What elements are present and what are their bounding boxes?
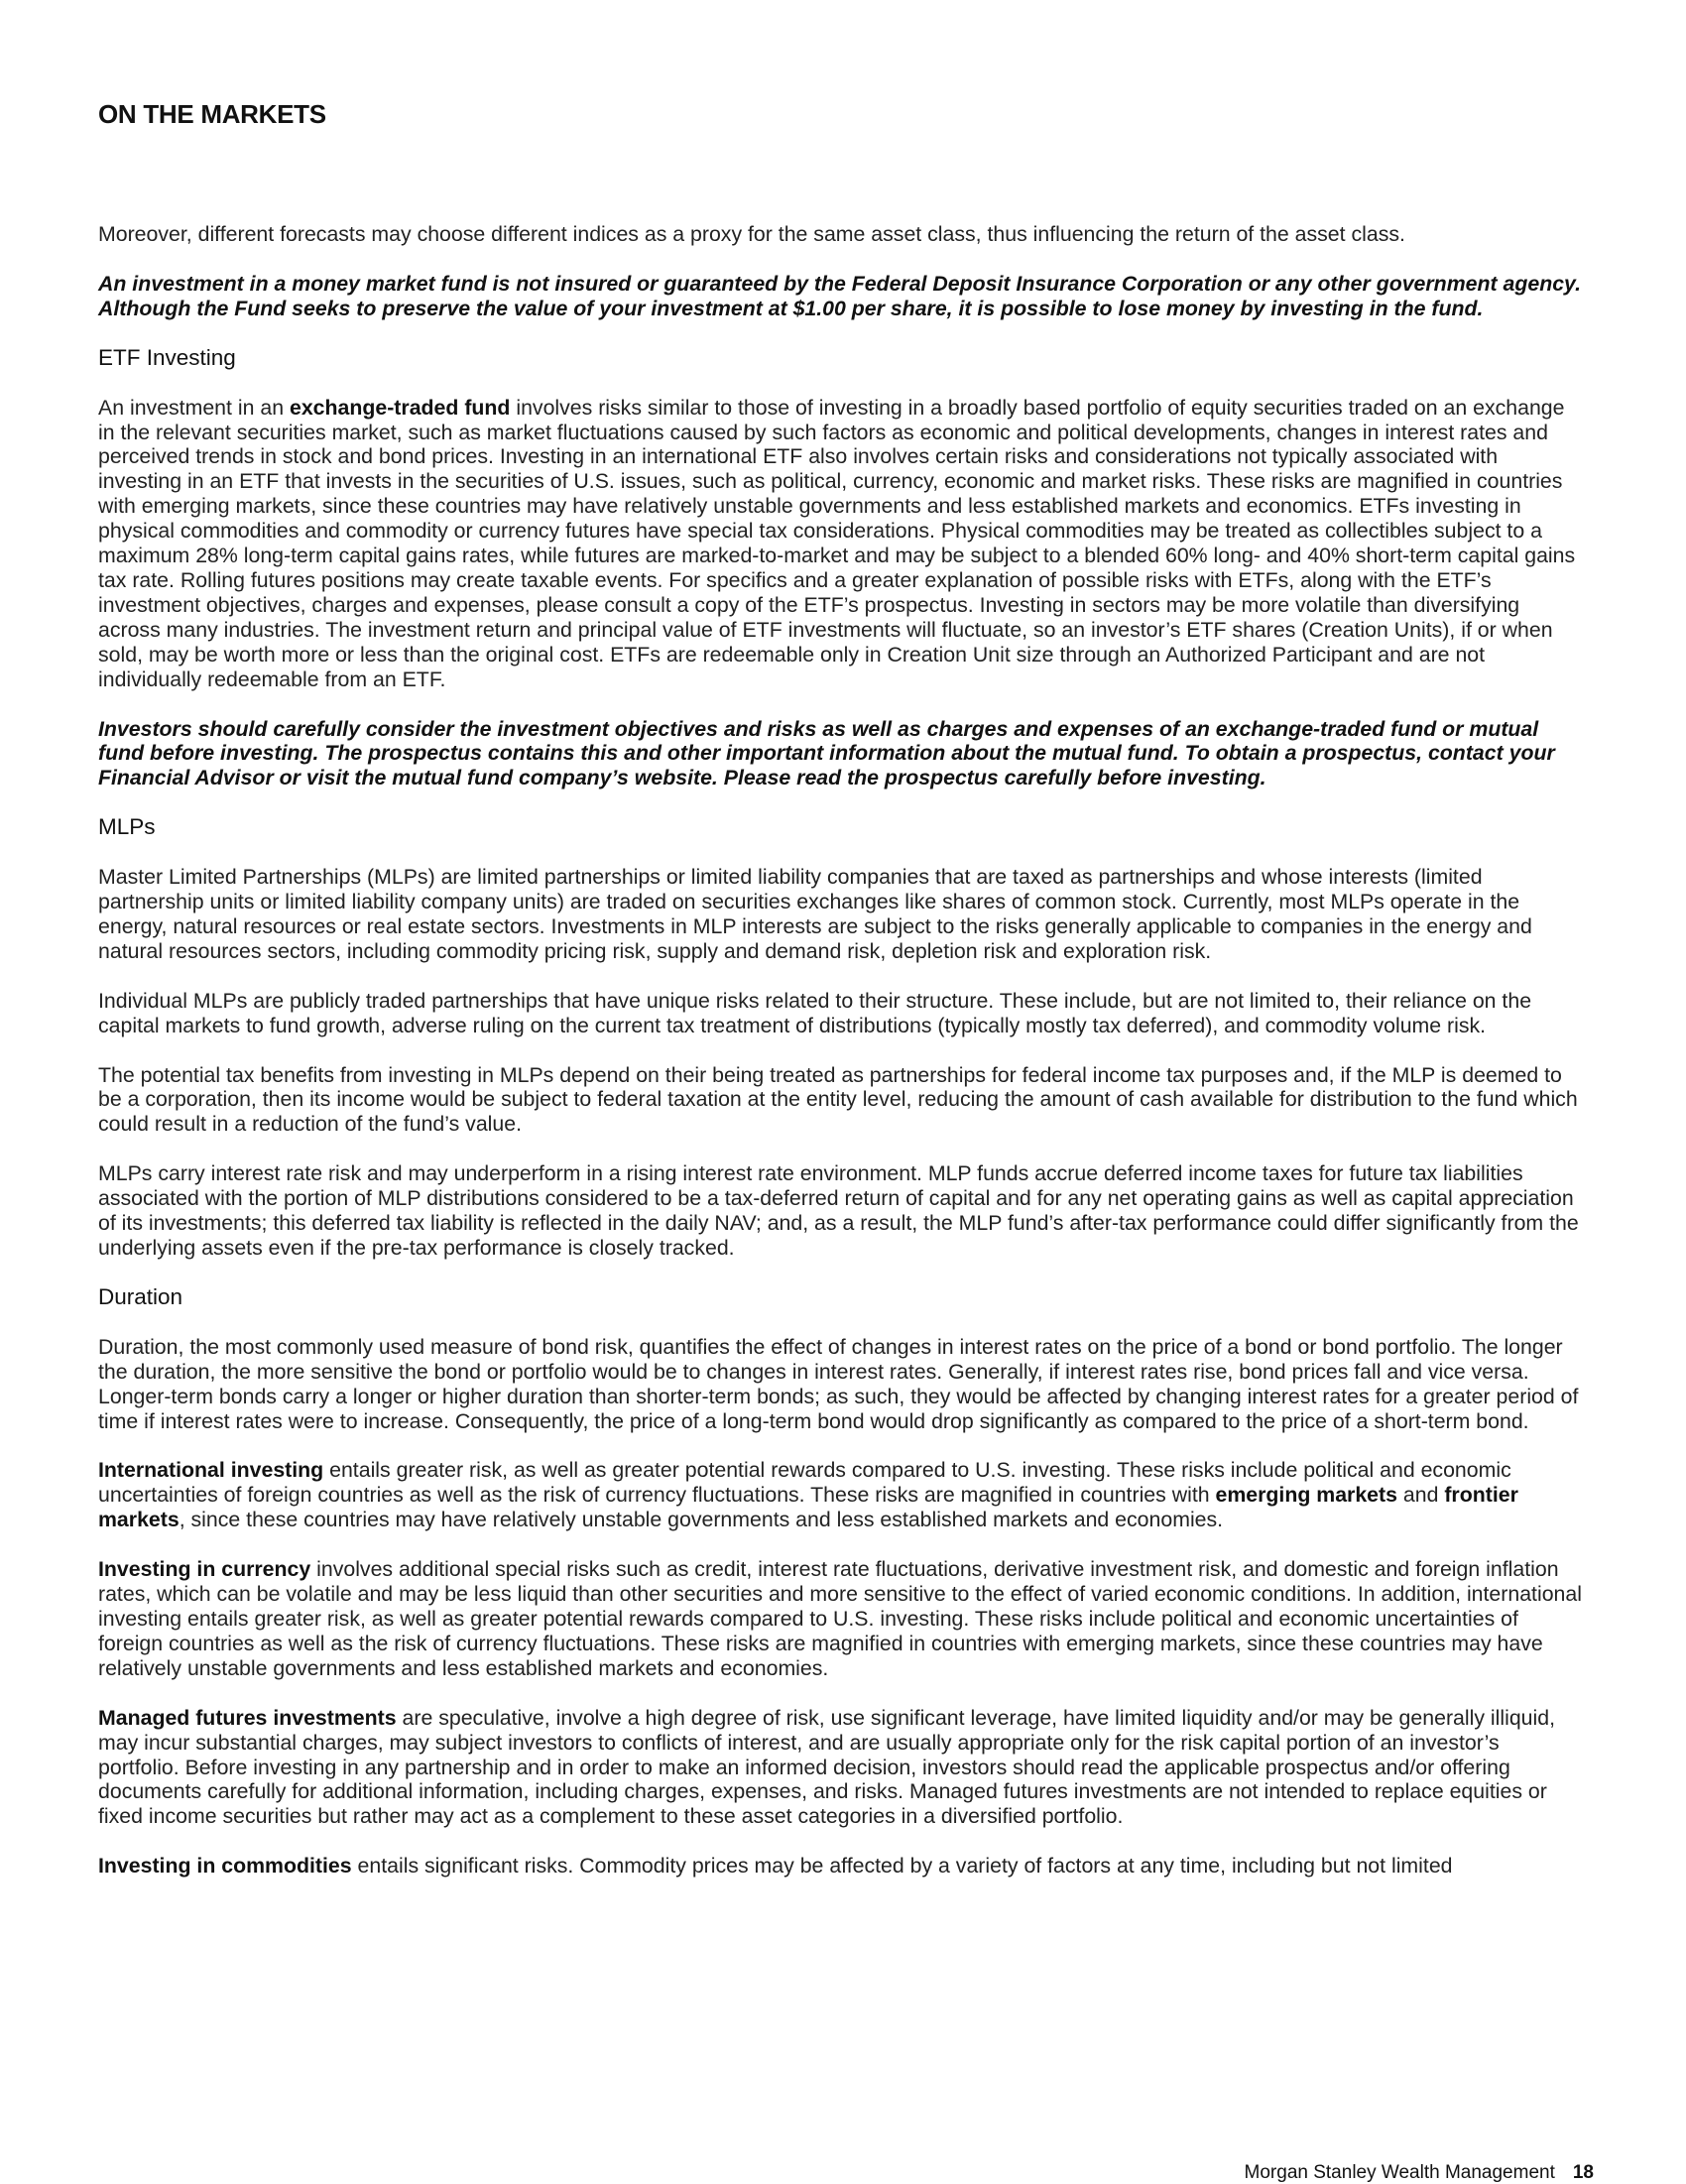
paragraph-managed-futures — [98, 1706, 1586, 1830]
text-span: involves risks similar to those of investing in a broadly based portfolio of equity securities traded on an exchange in the relevant securities market, such as market fluctuations caused by such factors as economic and political developments, changes in interest rates and perceived trends in stock and bond prices. Investing in an international ETF also involves certain risks and considerations not typically associated with investing in an ETF that invests in the securities of U.S. issues, such as political, currency, economic and market risks. These risks are magnified in countries with emerging markets, since these countries may have relatively unstable governments and less established markets and economics. ETFs investing in physical commodities and commodity or currency futures have special tax considerations. Physical commodities may be treated as collectibles subject to a maximum 28% long-term capital gains rates, while futures are marked-to-market and may be subject to a blended 60% long- and 40% short-term capital gains tax rate. Rolling futures positions may create taxable events. For specifics and a greater explanation of possible risks with ETFs, along with the ETF’s investment objectives, charges and expenses, please consult a copy of the ETF’s prospectus. Investing in sectors may be more volatile than diversifying across many industries. The investment return and principal value of ETF investments will fluctuate, so an investor’s ETF shares (Creation Units), if or when sold, may be worth more or less than the original cost. ETFs are redeemable only in Creation Unit size through an Authorized Participant and are not individually redeemable from an ETF. — [98, 395, 1576, 691]
page-title: ON THE MARKETS — [98, 99, 326, 129]
term-international-investing: International investing — [98, 1458, 324, 1483]
text-span: and — [1396, 1483, 1445, 1508]
term-exchange-traded-fund: exchange-traded fund — [289, 395, 511, 420]
section-heading-etf: ETF Investing — [98, 344, 236, 370]
text-span: are speculative, involve a high degree of risk, use significant leverage, have limited liquidity and/or may be generally illiquid, may incur substantial charges, may subject investors to conflicts of interest, and are usually appropriate only for the risk capital portion of an investor’s portfolio. Before investing in any partnership and in order to make an informed decision, investors should read the applicable prospectus and/or offering documents carefully for additional information, including charges, expenses, and risks. Managed futures investments are not intended to replace equities or fixed income securities but rather may act as a complement to these asset categories in a diversified portfolio. — [98, 1705, 1556, 1829]
paragraph-etf — [98, 396, 1586, 692]
term-investing-in-commodities: Investing in commodities — [98, 1854, 352, 1879]
paragraph-mlp-1: Master Limited Partnerships (MLPs) are limited partnerships or limited liability companies that are taxed as partnerships and whose interests (limited partnership units or limited liability company units) are traded on securities exchanges like shares of common stock. Currently, most MLPs operate in the energy, natural resources or real estate sectors. Investments in MLP interests are subject to the risks generally applicable to companies in the energy and natural resources sectors, including commodity pricing risk, supply and demand risk, depletion risk and exploration risk. — [98, 865, 1532, 963]
term-managed-futures: Managed futures investments — [98, 1705, 397, 1730]
text-span: , since these countries may have relatively unstable governments and less established markets and economies. — [179, 1508, 1224, 1532]
section-heading-mlps: MLPs — [98, 814, 156, 840]
paragraph-mlp-3: The potential tax benefits from investing in MLPs depend on their being treated as partnerships for federal income tax purposes and, if the MLP is deemed to be a corporation, then its income would be subject to federal taxation at the entity level, reducing the amount of cash available for distribution to the fund which could result in a reduction of the fund’s value. — [98, 1062, 1578, 1137]
text-span: involves additional special risks such as credit, interest rate fluctuations, derivative investment risk, and domestic and foreign inflation rates, which can be volatile and may be less liquid than other securities and more sensitive to the effect of varied economic conditions. In addition, international investing entails greater risk, as well as greater potential rewards compared to U.S. investing. These risks include political and economic uncertainties of foreign countries as well as the risk of currency fluctuations. These risks are magnified in countries with emerging markets, since these countries may have relatively unstable governments and less established markets and economies. — [98, 1557, 1582, 1680]
paragraph-currency — [98, 1557, 1586, 1681]
term-investing-in-currency: Investing in currency — [98, 1557, 311, 1582]
text-span: entails greater risk, as well as greater potential rewards compared to U.S. investing. These risks include political and economic uncertainties of foreign countries as well as the risk of currency fluctuations. These risks are magnified in countries with — [98, 1458, 1511, 1508]
paragraph-international — [98, 1458, 1586, 1532]
term-frontier-markets: frontier markets — [98, 1483, 1518, 1532]
body-text — [98, 222, 1586, 1903]
prospectus-disclaimer: Investors should carefully consider the investment objectives and risks as well as charges and expenses of an exchange-traded fund or mutual fund before investing. The prospectus contains this and other important information about the mutual fund. To obtain a prospectus, contact your Financial Advisor or visit the mutual fund company’s website. Please read the prospectus carefully before investing. — [98, 716, 1555, 790]
paragraph-mlp-2: Individual MLPs are publicly traded partnerships that have unique risks related to their structure. These include, but are not limited to, their reliance on the capital markets to fund growth, adverse ruling on the current tax treatment of distributions (typically mostly tax deferred), and commodity volume risk. — [98, 988, 1532, 1037]
text-span: An investment in an — [98, 395, 290, 420]
paragraph-duration: Duration, the most commonly used measure of bond risk, quantifies the effect of changes in interest rates on the price of a bond or bond portfolio. The longer the duration, the more sensitive the bond or portfolio would be to changes in interest rates. Generally, if interest rates rise, bond prices fall and vice versa. Longer-term bonds carry a longer or higher duration than shorter-term bonds; as such, they would be affected by changing interest rates for a greater period of time if interest rates were to increase. Consequently, the price of a long-term bond would drop significantly as compared to the price of a short-term bond. — [98, 1334, 1579, 1433]
money-market-disclaimer: An investment in a money market fund is not insured or guaranteed by the Federal Deposit Insurance Corporation or any other government agency. Although the Fund seeks to preserve the value of your investment at $1.00 per share, it is possible to lose money by investing in the fund. — [98, 271, 1582, 320]
footer-company: Morgan Stanley Wealth Management — [1244, 2162, 1555, 2183]
paragraph-indices: Moreover, different forecasts may choose different indices as a proxy for the same asset class, thus influencing the return of the asset class. — [98, 222, 1405, 246]
term-emerging-markets: emerging markets — [1215, 1483, 1397, 1508]
text-span: entails significant risks. Commodity prices may be affected by a variety of factors at any time, including but not limited — [351, 1854, 1453, 1879]
section-heading-duration: Duration — [98, 1283, 183, 1309]
paragraph-mlp-4: MLPs carry interest rate risk and may underperform in a rising interest rate environment. MLP funds accrue deferred income taxes for future tax liabilities associated with the portion of MLP distributions considered to be a tax-deferred return of capital and for any net operating gains as well as capital appreciation of its investments; this deferred tax liability is reflected in the daily NAV; and, as a result, the MLP fund’s after-tax performance could differ significantly from the underlying assets even if the pre-tax performance is closely tracked. — [98, 1161, 1579, 1260]
page-number: 18 — [1572, 2162, 1594, 2183]
document-page — [98, 0, 1586, 2182]
paragraph-commodities — [98, 1854, 1586, 1879]
page-footer — [999, 2162, 1594, 2184]
